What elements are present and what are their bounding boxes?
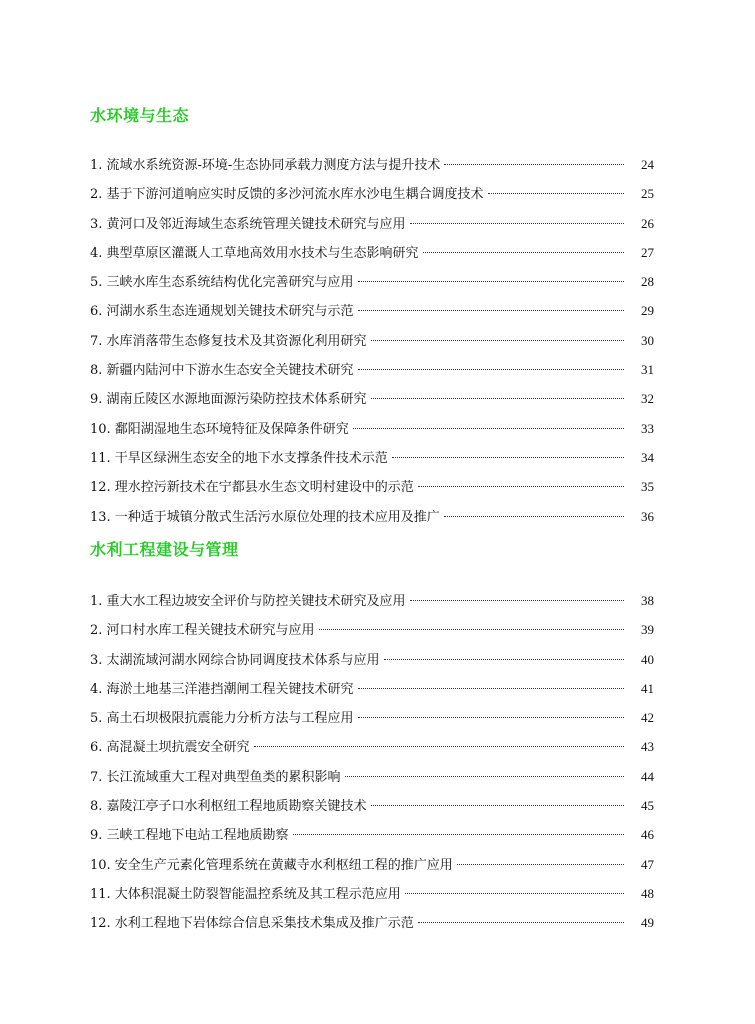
dot-leader (358, 281, 624, 282)
toc-entry[interactable] (90, 908, 654, 937)
entry-page-number: 30 (641, 332, 654, 348)
entry-page-number: 27 (641, 244, 654, 260)
dot-leader (488, 193, 624, 194)
entry-title: 2. 基于下游河道响应实时反馈的多沙河流水库水沙电生耦合调度技术 (90, 187, 484, 203)
dot-leader (371, 398, 624, 399)
entry-title: 3. 太湖流域河湖水网综合协同调度技术体系与应用 (90, 652, 380, 668)
entry-title: 4. 海淤土地基三洋港挡潮闸工程关键技术研究 (90, 681, 354, 697)
dot-leader (457, 864, 624, 865)
dot-leader (319, 629, 624, 630)
toc-entry[interactable] (90, 267, 654, 296)
dot-leader (371, 340, 624, 341)
dot-leader (418, 486, 624, 487)
entry-title: 13. 一种适于城镇分散式生活污水原位处理的技术应用及推广 (90, 509, 440, 525)
entry-page-number: 28 (641, 274, 654, 290)
toc-entry[interactable] (90, 762, 654, 791)
entry-title: 7. 长江流域重大工程对典型鱼类的累积影响 (90, 769, 341, 785)
entry-page-number: 31 (641, 362, 654, 378)
entry-page-number: 36 (641, 508, 654, 524)
dot-leader (254, 746, 624, 747)
entry-title: 5. 高土石坝极限抗震能力分析方法与工程应用 (90, 711, 354, 727)
toc-entry[interactable] (90, 209, 654, 238)
dot-leader (358, 717, 624, 718)
section-title: 水环境与生态 (90, 106, 190, 125)
toc-entry[interactable] (90, 179, 654, 208)
entry-page-number: 42 (641, 710, 654, 726)
entry-title: 11. 干旱区绿洲生态安全的地下水支撑条件技术示范 (90, 450, 388, 466)
toc-entry[interactable] (90, 645, 654, 674)
toc-section-water-environment (90, 104, 654, 531)
dot-leader (423, 252, 624, 253)
entry-title: 9. 三峡工程地下电站工程地质勘察 (90, 828, 289, 844)
toc-entry[interactable] (90, 586, 654, 615)
entry-title: 1. 重大水工程边坡安全评价与防控关键技术研究及应用 (90, 594, 406, 609)
entry-title: 8. 嘉陵江亭子口水利枢纽工程地质勘察关键技术 (90, 799, 367, 815)
entry-page-number: 35 (641, 479, 654, 495)
dot-leader (410, 600, 624, 601)
entry-page-number: 48 (641, 885, 654, 901)
entry-page-number: 46 (641, 827, 654, 843)
entry-page-number: 43 (641, 739, 654, 755)
entry-page-number: 45 (641, 798, 654, 814)
toc-entry-list (90, 150, 654, 531)
dot-leader (293, 834, 624, 835)
entry-page-number: 29 (641, 303, 654, 319)
toc-entry[interactable] (90, 414, 654, 443)
entry-page-number: 34 (641, 449, 654, 465)
entry-page-number: 24 (641, 157, 654, 172)
entry-page-number: 38 (641, 593, 654, 608)
dot-leader (371, 805, 624, 806)
toc-entry[interactable] (90, 820, 654, 849)
toc-entry[interactable] (90, 615, 654, 644)
entry-title: 2. 河口村水库工程关键技术研究与应用 (90, 623, 315, 639)
toc-entry[interactable] (90, 703, 654, 732)
toc-entry[interactable] (90, 326, 654, 355)
entry-title: 1. 流域水系统资源-环境-生态协同承载力测度方法与提升技术 (90, 158, 441, 173)
dot-leader (444, 164, 624, 165)
toc-entry[interactable] (90, 150, 654, 179)
entry-title: 6. 河湖水系生态连通规划关键技术研究与示范 (90, 304, 354, 320)
toc-entry[interactable] (90, 850, 654, 879)
toc-entry[interactable] (90, 472, 654, 501)
entry-page-number: 39 (641, 622, 654, 638)
toc-section-hydraulic-engineering (90, 538, 654, 938)
entry-title: 10. 鄱阳湖湿地生态环境特征及保障条件研究 (90, 421, 349, 437)
toc-entry[interactable] (90, 732, 654, 761)
toc-entry[interactable] (90, 296, 654, 325)
dot-leader (405, 893, 624, 894)
entry-title: 6. 高混凝土坝抗震安全研究 (90, 740, 250, 756)
entry-title: 9. 湖南丘陵区水源地面源污染防控技术体系研究 (90, 392, 367, 408)
entry-page-number: 25 (641, 186, 654, 202)
toc-entry[interactable] (90, 791, 654, 820)
entry-page-number: 33 (641, 420, 654, 436)
toc-entry-list (90, 586, 654, 938)
entry-page-number: 49 (641, 915, 654, 931)
dot-leader (410, 223, 624, 224)
toc-entry[interactable] (90, 384, 654, 413)
entry-page-number: 32 (641, 391, 654, 407)
entry-title: 8. 新疆内陆河中下游水生态安全关键技术研究 (90, 363, 354, 379)
dot-leader (358, 688, 624, 689)
entry-title: 5. 三峡水库生态系统结构优化完善研究与应用 (90, 275, 354, 291)
entry-title: 3. 黄河口及邻近海域生态系统管理关键技术研究与应用 (90, 216, 406, 232)
dot-leader (444, 516, 624, 517)
entry-title: 4. 典型草原区灌溉人工草地高效用水技术与生态影响研究 (90, 245, 419, 261)
section-title: 水利工程建设与管理 (90, 540, 239, 559)
entry-page-number: 41 (641, 680, 654, 696)
dot-leader (358, 310, 624, 311)
entry-page-number: 26 (641, 215, 654, 231)
toc-entry[interactable] (90, 502, 654, 531)
dot-leader (384, 659, 624, 660)
dot-leader (345, 776, 624, 777)
entry-page-number: 40 (641, 651, 654, 667)
dot-leader (353, 428, 624, 429)
entry-title: 10. 安全生产元素化管理系统在黄藏寺水利枢纽工程的推广应用 (90, 857, 453, 873)
dot-leader (392, 457, 624, 458)
toc-entry[interactable] (90, 443, 654, 472)
dot-leader (418, 922, 624, 923)
entry-title: 7. 水库消落带生态修复技术及其资源化利用研究 (90, 333, 367, 349)
toc-entry[interactable] (90, 674, 654, 703)
entry-title: 12. 水利工程地下岩体综合信息采集技术集成及推广示范 (90, 916, 414, 932)
entry-title: 11. 大体积混凝土防裂智能温控系统及其工程示范应用 (90, 886, 401, 902)
entry-page-number: 44 (641, 768, 654, 784)
toc-entry[interactable] (90, 879, 654, 908)
toc-entry[interactable] (90, 355, 654, 384)
entry-page-number: 47 (641, 856, 654, 872)
toc-entry[interactable] (90, 238, 654, 267)
entry-title: 12. 理水控污新技术在宁都县水生态文明村建设中的示范 (90, 480, 414, 496)
dot-leader (358, 369, 624, 370)
